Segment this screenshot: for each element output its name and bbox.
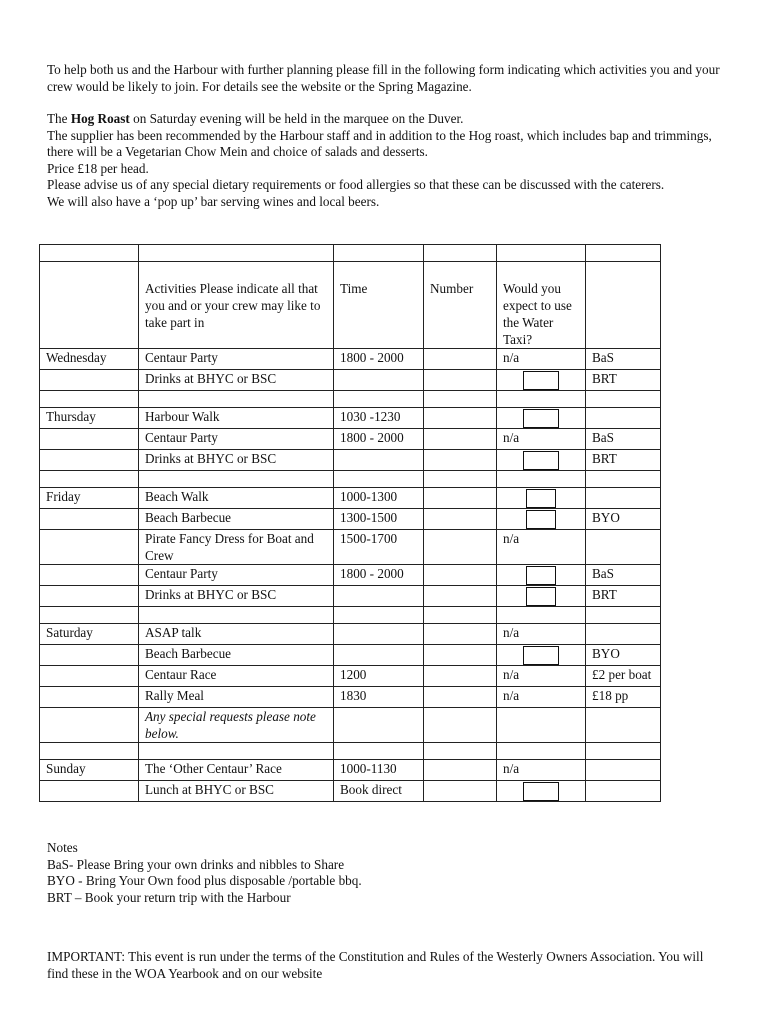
spacer-row [40,471,661,488]
activity-cell: Centaur Party [139,429,334,450]
time-cell [334,586,424,607]
number-input-cell[interactable] [424,760,497,781]
spacer-row [40,607,661,624]
important-text: IMPORTANT: This event is run under the terms of the Constitution and Rules of the Westerly Owners Association. You will find these in the WOA Yearbook and on our website [47,949,704,981]
number-input-cell[interactable] [424,530,497,565]
water-taxi-checkbox[interactable] [523,646,559,665]
water-taxi-checkbox[interactable] [523,782,559,801]
time-cell: 1030 -1230 [334,408,424,429]
taxi-cell: n/a [497,429,586,450]
activity-cell: The ‘Other Centaur’ Race [139,760,334,781]
number-input-cell[interactable] [424,624,497,645]
number-input-cell[interactable] [424,408,497,429]
note-cell: BRT [586,370,661,391]
special-requests-note: Any special requests please note below. [139,708,334,743]
note-cell [586,488,661,509]
header-time: Time [334,262,424,349]
table-row [40,488,661,509]
taxi-cell [497,565,586,586]
activity-cell: Pirate Fancy Dress for Boat and Crew [139,530,334,565]
number-input-cell[interactable] [424,509,497,530]
water-taxi-checkbox[interactable] [523,451,559,470]
time-cell [334,624,424,645]
number-input-cell[interactable] [424,429,497,450]
taxi-cell: n/a [497,760,586,781]
taxi-cell [497,450,586,471]
intro-paragraph: To help both us and the Harbour with further planning please fill in the following form indicating which activities you and your crew would be likely to join. For details see the website or the Spring Magazine. [47,62,720,94]
day-label: Saturday [40,624,139,645]
table-row [40,450,661,471]
table-row [40,645,661,666]
table-row [40,708,661,743]
spacer-row [40,245,661,262]
note-cell [586,408,661,429]
table-row [40,781,661,802]
time-cell: 1800 - 2000 [334,349,424,370]
day-label: Friday [40,488,139,509]
water-taxi-checkbox[interactable] [523,409,559,428]
note-cell: BaS [586,565,661,586]
number-input-cell[interactable] [424,781,497,802]
number-input-cell[interactable] [424,565,497,586]
activity-cell: ASAP talk [139,624,334,645]
number-input-cell[interactable] [424,349,497,370]
intro-text [47,62,727,210]
water-taxi-checkbox[interactable] [526,489,556,508]
activity-cell: Beach Walk [139,488,334,509]
note-cell: BaS [586,349,661,370]
time-cell: 1830 [334,687,424,708]
activity-cell: Beach Barbecue [139,509,334,530]
table-row [40,509,661,530]
note-cell [586,708,661,743]
table-row [40,349,661,370]
time-cell: 1500-1700 [334,530,424,565]
note-cell: BYO [586,509,661,530]
note-cell: BYO [586,645,661,666]
activity-cell: Harbour Walk [139,408,334,429]
time-cell [334,708,424,743]
note-cell [586,530,661,565]
taxi-cell [497,509,586,530]
table-row [40,760,661,781]
table-row [40,429,661,450]
hog-roast-bold: Hog Roast [70,111,130,126]
taxi-cell [497,370,586,391]
supplier-paragraph: The supplier has been recommended by the Harbour staff and in addition to the Hog roast, which includes bap and trimmings, there will be a Vegetarian Chow Mein and choice of salads and desserts. [47,127,712,159]
table-row [40,624,661,645]
spacer-row [40,391,661,408]
number-input-cell[interactable] [424,488,497,509]
time-cell: 1800 - 2000 [334,429,424,450]
header-activities: Activities Please indicate all that you and or your crew may like to take part in [139,262,334,349]
water-taxi-checkbox[interactable] [526,587,556,606]
header-row [40,262,661,349]
activity-cell: Drinks at BHYC or BSC [139,450,334,471]
activity-cell: Centaur Party [139,565,334,586]
day-label: Wednesday [40,349,139,370]
taxi-cell [497,708,586,743]
water-taxi-checkbox[interactable] [523,371,559,390]
number-input-cell[interactable] [424,645,497,666]
spacer-row [40,743,661,760]
important-notice [47,949,727,982]
activity-cell: Drinks at BHYC or BSC [139,586,334,607]
note-byo: BYO - Bring Your Own food plus disposable /portable bbq. [47,873,362,888]
time-cell: 1800 - 2000 [334,565,424,586]
note-cell [586,781,661,802]
number-input-cell[interactable] [424,450,497,471]
time-cell [334,645,424,666]
taxi-cell: n/a [497,666,586,687]
note-cell: BRT [586,586,661,607]
taxi-cell [497,586,586,607]
table-row [40,408,661,429]
dietary-paragraph: Please advise us of any special dietary requirements or food allergies so that these can be discussed with the caterers. [47,177,665,192]
header-water-taxi: Would you expect to use the Water Taxi? [497,262,586,349]
water-taxi-checkbox[interactable] [526,566,556,585]
hog-suffix: on Saturday evening will be held in the marquee on the Duver. [129,111,464,126]
header-number: Number [424,262,497,349]
note-bas: BaS- Please Bring your own drinks and nibbles to Share [47,856,345,872]
number-input-cell[interactable] [424,708,497,743]
hog-prefix: The [47,111,71,126]
activity-cell: Rally Meal [139,687,334,708]
number-input-cell[interactable] [424,666,497,687]
taxi-cell: n/a [497,687,586,708]
table-row [40,370,661,391]
time-cell [334,450,424,471]
bar-paragraph: We will also have a ‘pop up’ bar serving wines and local beers. [47,193,380,209]
taxi-cell [497,408,586,429]
table-row [40,565,661,586]
activity-cell: Drinks at BHYC or BSC [139,370,334,391]
time-cell: 1200 [334,666,424,687]
note-cell [586,624,661,645]
hog-roast-paragraph [47,111,727,128]
activities-table [39,244,661,802]
table-row [40,666,661,687]
taxi-cell: n/a [497,530,586,565]
table-row [40,530,661,565]
activity-cell: Centaur Race [139,666,334,687]
day-label: Sunday [40,760,139,781]
time-cell [334,370,424,391]
notes-section [47,840,727,906]
time-cell: Book direct [334,781,424,802]
taxi-cell [497,781,586,802]
time-cell: 1000-1300 [334,488,424,509]
activity-cell: Beach Barbecue [139,645,334,666]
number-input-cell[interactable] [424,586,497,607]
number-input-cell[interactable] [424,687,497,708]
note-cell: £18 pp [586,687,661,708]
activity-cell: Lunch at BHYC or BSC [139,781,334,802]
taxi-cell [497,488,586,509]
day-label: Thursday [40,408,139,429]
table-row [40,586,661,607]
note-cell: BRT [586,450,661,471]
note-brt: BRT – Book your return trip with the Harbour [47,889,291,905]
table-row [40,687,661,708]
note-cell [586,760,661,781]
time-cell: 1300-1500 [334,509,424,530]
taxi-cell: n/a [497,624,586,645]
price-paragraph: Price £18 per head. [47,160,149,176]
taxi-cell: n/a [497,349,586,370]
number-input-cell[interactable] [424,370,497,391]
water-taxi-checkbox[interactable] [526,510,556,529]
taxi-cell [497,645,586,666]
activity-cell: Centaur Party [139,349,334,370]
notes-heading: Notes [47,840,78,855]
note-cell: £2 per boat [586,666,661,687]
note-cell: BaS [586,429,661,450]
time-cell: 1000-1130 [334,760,424,781]
